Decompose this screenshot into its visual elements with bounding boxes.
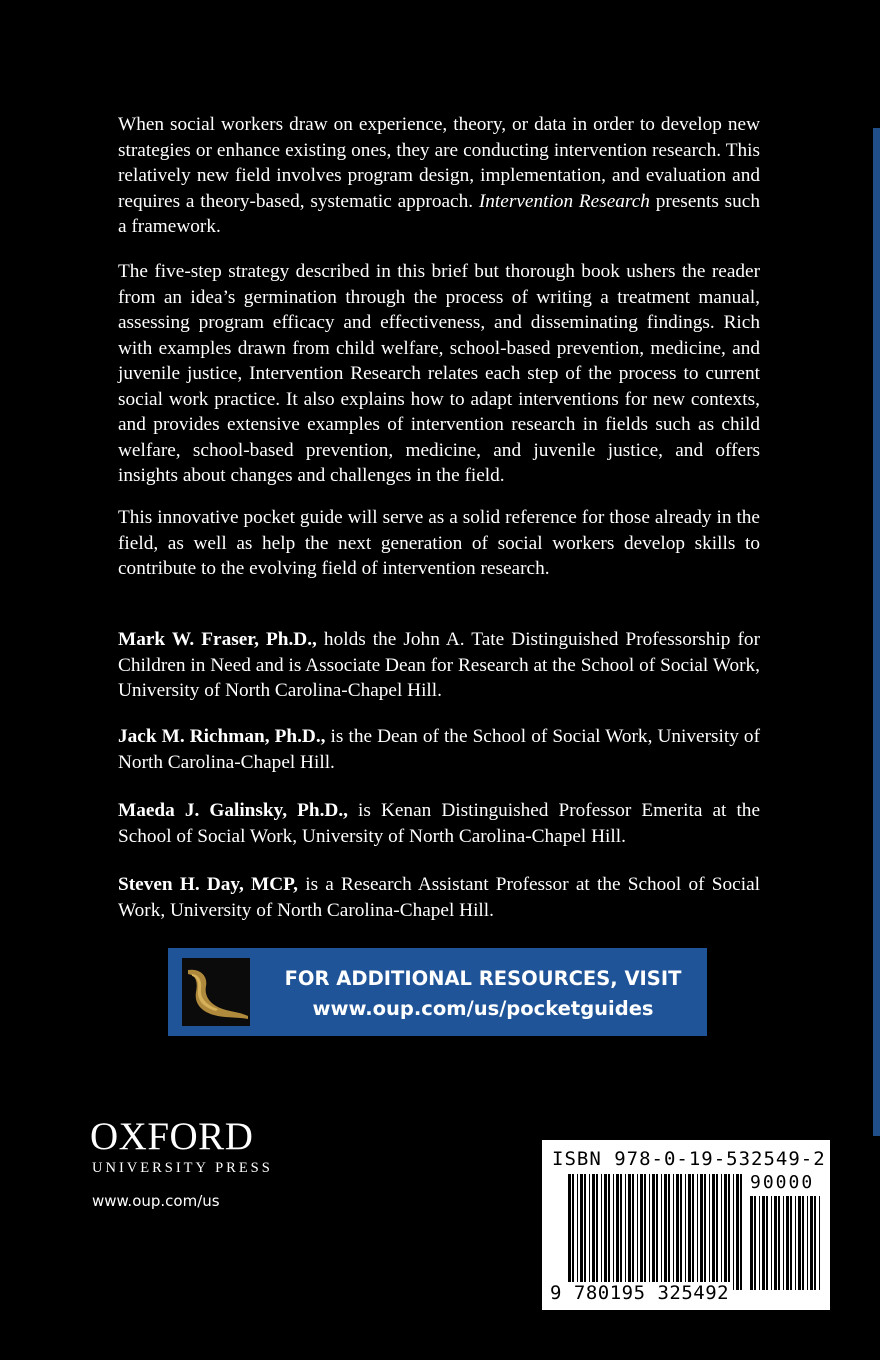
barcode-bar (798, 1196, 801, 1290)
resources-banner (168, 948, 707, 1036)
barcode-bar (620, 1174, 622, 1290)
publisher-logo: OXFORD (90, 1115, 254, 1158)
barcode-bar (604, 1174, 607, 1290)
description-paragraph-1 (118, 112, 760, 240)
barcode-bar (628, 1174, 631, 1290)
barcode-bar (637, 1174, 638, 1290)
barcode-bars (568, 1174, 744, 1290)
barcode-bar (700, 1174, 703, 1290)
barcode-bar (771, 1196, 772, 1290)
author-bio-text: is a Research Assistant Professor at the School of Social Work, University of North Carolina-Chapel Hill. (118, 874, 760, 921)
barcode-bar (640, 1174, 643, 1290)
spine-edge (873, 128, 880, 1136)
description-text: presents such a framework. (118, 190, 761, 237)
author-bio-text: is the Dean of the School of Social Work, University of North Carolina-Chapel Hill. (118, 726, 760, 773)
barcode-bar (688, 1174, 691, 1290)
barcode-bar (692, 1174, 694, 1290)
description-text: When social workers draw on experience, theory, or data in order to develop new strategies or enhance existing ones, they are conducting intervention research. This relatively new field involves program design, implementation, and evaluation and requires a theory-based, systematic approach. (118, 114, 760, 212)
author-bio (118, 798, 760, 849)
barcode-bar (783, 1196, 784, 1290)
isbn-barcode (542, 1140, 830, 1310)
description-paragraph-3: This innovative pocket guide will serve as a solid reference for those already in the field, as well as help the next generation of social workers develop skills to contribute to the evolving field of intervention research. (118, 507, 760, 579)
author-bio (118, 627, 760, 704)
barcode-bar (656, 1174, 658, 1290)
barcode-bar (697, 1174, 698, 1290)
description-paragraph-2: The five-step strategy described in this brief but thorough book ushers the reader from an idea’s germination through the process of writing a treatment manual, assessing program efficacy and effectiveness, and disseminating findings. Rich with examples drawn from child welfare, school-based prevention, medicine, and juvenile justice, Intervention Research relates each step of the process to current social work practice. It also explains how to adapt interventions for new contexts, and provides extensive examples of intervention research in fields such as child welfare, school-based prevention, medicine, and juvenile justice, and offers insights about changes and challenges in the field. (118, 261, 760, 486)
book-title: Intervention Research (478, 190, 650, 212)
barcode-addon-digits: 90000 (750, 1172, 815, 1193)
barcode-bar (766, 1196, 768, 1290)
barcode-bar (568, 1174, 571, 1290)
barcode-bar (733, 1174, 734, 1290)
barcode-bar (616, 1174, 619, 1290)
barcode-bar (795, 1196, 796, 1290)
barcode-bar (721, 1174, 722, 1290)
barcode-bar (724, 1174, 727, 1290)
barcode-bar (802, 1196, 804, 1290)
isbn-number: ISBN 978-0-19-532549-2 (552, 1148, 826, 1170)
barcode-bar (589, 1174, 590, 1290)
barcode-bar (778, 1196, 780, 1290)
author-bio (118, 724, 760, 775)
barcode-bar (625, 1174, 626, 1290)
barcode-bar (716, 1174, 718, 1290)
publisher-url[interactable]: www.oup.com/us (92, 1192, 220, 1210)
barcode-digits: 9 780195 325492 (550, 1282, 730, 1304)
author-name: Jack M. Richman, Ph.D., (118, 726, 326, 747)
barcode-bar (664, 1174, 667, 1290)
barcode-bar (652, 1174, 655, 1290)
barcode-bar (736, 1174, 739, 1290)
author-name: Maeda J. Galinsky, Ph.D., (118, 800, 348, 821)
author-name: Steven H. Day, MCP, (118, 874, 298, 895)
barcode-bar (592, 1174, 595, 1290)
barcode-bar (728, 1174, 730, 1290)
barcode-bar (661, 1174, 662, 1290)
barcode-bar (712, 1174, 715, 1290)
author-bio (118, 872, 760, 923)
barcode-bar (790, 1196, 792, 1290)
barcode-bar (580, 1174, 583, 1290)
barcode-bar (750, 1196, 753, 1290)
barcode-bar (680, 1174, 682, 1290)
barcode-bar (584, 1174, 586, 1290)
author-name: Mark W. Fraser, Ph.D., (118, 629, 317, 650)
barcode-bar (673, 1174, 674, 1290)
barcode-bar (572, 1174, 574, 1290)
barcode-bar (819, 1196, 820, 1290)
publisher-subtitle: UNIVERSITY PRESS (92, 1160, 273, 1176)
resources-heading: FOR ADDITIONAL RESOURCES, VISIT (284, 967, 682, 990)
barcode-bar (709, 1174, 710, 1290)
barcode-bar (601, 1174, 602, 1290)
barcode-addon-bars (750, 1196, 822, 1290)
barcode-bar (596, 1174, 598, 1290)
barcode-bar (644, 1174, 646, 1290)
barcode-bar (685, 1174, 686, 1290)
pocket-guides-logo-icon (182, 958, 250, 1026)
barcode-bar (632, 1174, 634, 1290)
barcode-bar (762, 1196, 765, 1290)
barcode-bar (577, 1174, 578, 1290)
barcode-bar (786, 1196, 789, 1290)
barcode-bar (668, 1174, 670, 1290)
author-bio-text: holds the John A. Tate Distinguished Professorship for Children in Need and is Associate Dean for Research at the School of Social Work, University of North Carolina-Chapel Hill. (118, 629, 760, 701)
barcode-bar (740, 1174, 742, 1290)
barcode-bar (649, 1174, 650, 1290)
barcode-bar (676, 1174, 679, 1290)
barcode-bar (814, 1196, 816, 1290)
barcode-bar (759, 1196, 760, 1290)
barcode-bar (807, 1196, 808, 1290)
barcode-bar (774, 1196, 777, 1290)
author-bio-text: is Kenan Distinguished Professor Emerita at the School of Social Work, University of North Carolina-Chapel Hill. (118, 800, 760, 847)
barcode-bar (613, 1174, 614, 1290)
barcode-bar (704, 1174, 706, 1290)
barcode-bar (810, 1196, 813, 1290)
barcode-bar (608, 1174, 610, 1290)
resources-text (268, 964, 698, 1024)
barcode-bar (754, 1196, 756, 1290)
resources-link[interactable]: www.oup.com/us/pocketguides (312, 997, 654, 1020)
